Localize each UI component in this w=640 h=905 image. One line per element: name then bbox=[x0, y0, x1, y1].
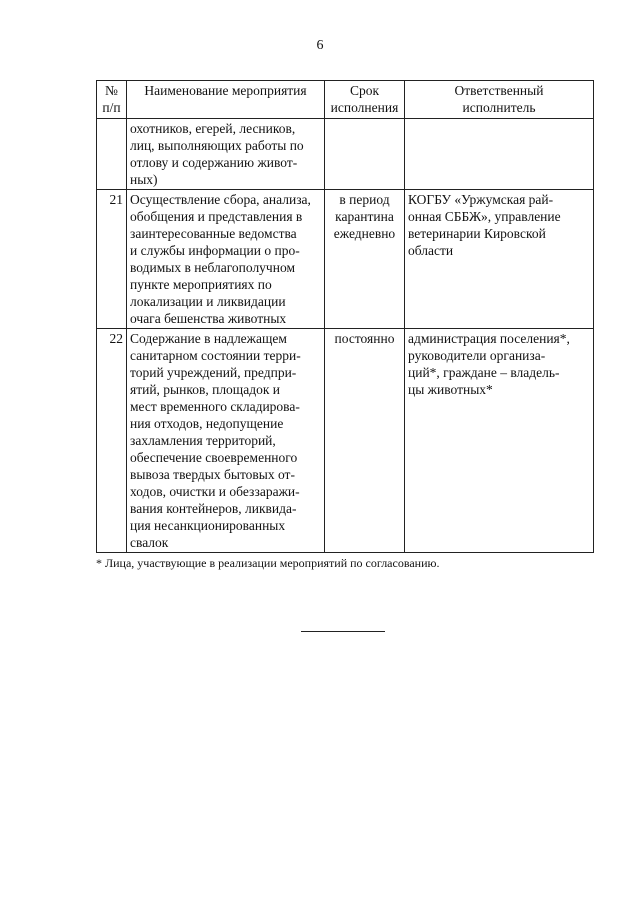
text-line: ежедневно bbox=[333, 226, 396, 241]
text-line: мест временного складирова- bbox=[130, 399, 300, 414]
text-line: ятий, рынков, площадок и bbox=[130, 382, 280, 397]
header-line: Наименование мероприятия bbox=[144, 83, 307, 98]
text-line: постоянно bbox=[334, 331, 395, 346]
text-line: торий учреждений, предпри- bbox=[130, 365, 297, 380]
text-line: ных) bbox=[130, 172, 158, 187]
header-line: исполнитель bbox=[462, 100, 536, 115]
text-line: ций*, граждане – владель- bbox=[408, 365, 560, 380]
header-deadline bbox=[325, 81, 405, 119]
text-line: обобщения и представления в bbox=[130, 209, 303, 224]
measure-name bbox=[127, 190, 325, 329]
text-line: ветеринарии Кировской bbox=[408, 226, 546, 241]
text-line: охотников, егерей, лесников, bbox=[130, 121, 296, 136]
table-row bbox=[97, 119, 594, 190]
deadline bbox=[325, 119, 405, 190]
text-line: вывоза твердых бытовых от- bbox=[130, 467, 295, 482]
header-line: № bbox=[105, 83, 118, 98]
deadline bbox=[325, 190, 405, 329]
row-number: 21 bbox=[97, 190, 127, 329]
measures-table bbox=[96, 80, 594, 553]
header-line: п/п bbox=[102, 100, 121, 115]
text-line: обеспечение своевременного bbox=[130, 450, 298, 465]
text-line: КОГБУ «Уржумская рай- bbox=[408, 192, 554, 207]
text-line: карантина bbox=[335, 209, 394, 224]
page-number: 6 bbox=[316, 38, 324, 53]
text-line: очага бешенства животных bbox=[130, 311, 287, 326]
row-number: 22 bbox=[97, 329, 127, 553]
table-header-row bbox=[97, 81, 594, 119]
measure-name bbox=[127, 119, 325, 190]
row-number bbox=[97, 119, 127, 190]
text-line: локализации и ликвидации bbox=[130, 294, 286, 309]
table-row bbox=[97, 329, 594, 553]
text-line: онная СББЖ», управление bbox=[408, 209, 561, 224]
responsible bbox=[405, 119, 594, 190]
text-line: водимых в неблагополучном bbox=[130, 260, 295, 275]
header-responsible bbox=[405, 81, 594, 119]
deadline bbox=[325, 329, 405, 553]
header-line: Срок bbox=[349, 83, 380, 98]
header-line: Ответственный bbox=[454, 83, 544, 98]
text-line: отлову и содержанию живот- bbox=[130, 155, 298, 170]
end-divider bbox=[301, 631, 385, 632]
text-line: заинтересованные ведомства bbox=[130, 226, 297, 241]
text-line: области bbox=[408, 243, 454, 258]
text-line: ция несанкционированных bbox=[130, 518, 286, 533]
text-line: санитарном состоянии терри- bbox=[130, 348, 301, 363]
text-line: руководители организа- bbox=[408, 348, 546, 363]
measure-name bbox=[127, 329, 325, 553]
responsible bbox=[405, 190, 594, 329]
text-line: лиц, выполняющих работы по bbox=[130, 138, 304, 153]
text-line: Содержание в надлежащем bbox=[130, 331, 287, 346]
table-row bbox=[97, 190, 594, 329]
text-line: в период bbox=[339, 192, 390, 207]
text-line: ния отходов, недопущение bbox=[130, 416, 284, 431]
text-line: цы животных* bbox=[408, 382, 493, 397]
text-line: Осуществление сбора, анализа, bbox=[130, 192, 311, 207]
header-line: исполнения bbox=[330, 100, 399, 115]
text-line: пункте мероприятиях по bbox=[130, 277, 272, 292]
text-line: администрация поселения*, bbox=[408, 331, 570, 346]
text-line: захламления территорий, bbox=[130, 433, 276, 448]
responsible bbox=[405, 329, 594, 553]
text-line: свалок bbox=[130, 535, 169, 550]
header-number bbox=[97, 81, 127, 119]
text-line: вания контейнеров, ликвида- bbox=[130, 501, 297, 516]
footnote: * Лица, участвующие в реализации мероприятий по согласованию. bbox=[96, 556, 440, 570]
text-line: и службы информации о про- bbox=[130, 243, 300, 258]
text-line: ходов, очистки и обеззаражи- bbox=[130, 484, 300, 499]
header-measure-name bbox=[127, 81, 325, 119]
